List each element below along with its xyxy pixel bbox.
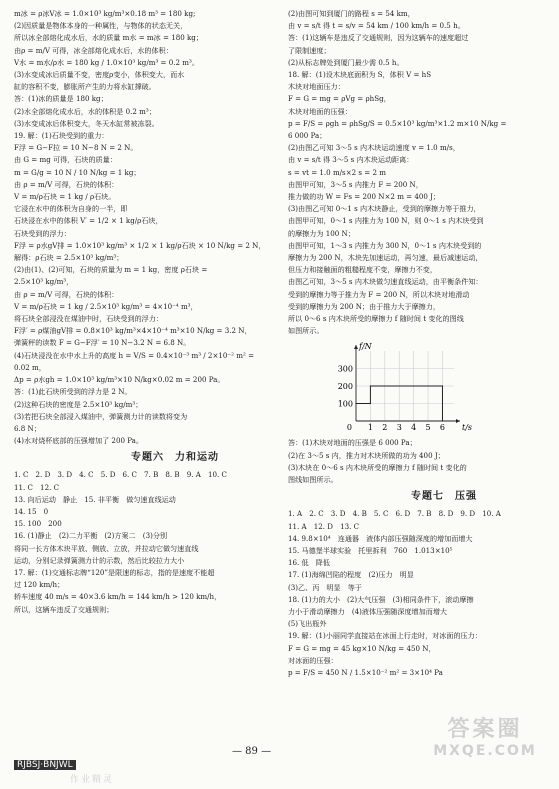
x-tick-label: 2 <box>382 423 388 433</box>
answer-line: (2)因质量是物体本身的一种属性，与物体的状态无关， <box>14 21 188 31</box>
answer-line: (3)若把石块全部浸入煤油中，弹簧测力计的读数将变为 <box>14 411 188 421</box>
answer-line: 但压力和接触面的粗糙程度不变，摩擦力不变， <box>288 265 437 275</box>
answer-line: 图线如图所示。 <box>288 475 338 485</box>
answer-line: 木块对地面的压强： <box>288 106 352 116</box>
series-point <box>370 403 371 404</box>
answer-line: 缸的容积不变，膨胀所产生的力将水缸撑破。 <box>14 82 156 92</box>
answer-line: 推力做的功 W = Fs = 200 N×2 m = 400 J； <box>288 192 441 202</box>
section-six-title: 专题六 力和运动 <box>131 452 219 464</box>
answer-line: 15. 100 200 <box>14 519 62 529</box>
answer-line: 14. 15 0 <box>14 506 49 516</box>
answer-line: 将石块全部浸没在煤油中时，石块受到的浮力： <box>14 314 163 324</box>
answer-line: 受到的摩擦力为 200 N；由于推力大于摩擦力， <box>288 301 440 311</box>
answer-line: 18. 解：(1)设木块底面积为 S，体积 V = hS <box>288 70 432 80</box>
answer-line: V = m/ρ石块 = 1 kg / ρ石块。 <box>14 192 116 202</box>
answer-line: 0.02 m， <box>14 362 46 372</box>
answer-line: m = G/g = 10 N / 10 N/kg = 1 kg； <box>14 167 141 177</box>
answer-line: (2)由(1)、(2)可知，石块的质量为 m = 1 kg，密度 ρ石块 = <box>14 265 208 275</box>
answer-line: F浮 = ρ水gV排 = 1.0×10³ kg/m³ × 1/2 × 1 kg/ρ石块 × 10 N/kg = 2 N， <box>14 240 266 250</box>
answer-line: 将同一长方体木块平放、侧放、立放，并拉动它做匀速直线 <box>14 543 199 553</box>
origin-label: 0 <box>346 423 352 433</box>
x-axis-arrow <box>456 419 460 423</box>
section-six-answers <box>14 469 276 615</box>
brand-stamp: 作业精灵 <box>70 775 115 785</box>
answer-line: Δp = ρ水gh = 1.0×10³ kg/m³×10 N/kg×0.02 m = 200 Pa。 <box>14 375 225 385</box>
answer-line: 1. C 2. D 3. D 4. C 5. D 6. C 7. B 8. B 9. A 10. C <box>14 470 227 480</box>
answer-line: 木块对地面压力： <box>288 82 345 92</box>
section-seven-answers <box>288 508 550 679</box>
answer-line: 16. (1)静止 (2)二力平衡 (2)方案二 (3)分别 <box>14 531 168 541</box>
answer-line: 11. C 12. C <box>14 482 60 492</box>
answer-line: 所以，这辆车违反了交通规则； <box>14 604 114 614</box>
answer-line: 18. (1)力的大小 (2)大气压强 (3)相同条件下，滚动摩擦 <box>288 594 474 604</box>
answer-line: (4)水对烧杯底部的压强增加了 200 Pa。 <box>14 436 143 446</box>
answer-line: 1. A 2. C 3. D 4. B 5. C 6. D 7. B 8. D 9. D 10. A <box>288 509 501 519</box>
answer-line: (3)水变成冰后体积变大，冬天水缸常被冻裂。 <box>14 118 159 128</box>
x-tick-label: 3 <box>396 423 402 433</box>
answer-line: 受到的摩擦力等于推力为 F = 200 N，所以木块对地滑动 <box>288 289 470 299</box>
answer-line: 11. A 12. D 13. C <box>288 521 360 531</box>
footer-code: RJBSJ·BNJWL <box>14 760 76 770</box>
answer-line: 14. 9.8×10⁴ 连通器 液体内部压强随深度的增加而增大 <box>288 533 473 543</box>
answer-line: 了限制速度； <box>288 45 331 55</box>
answer-line: m冰 = ρ冰V冰 = 1.0×10³ kg/m³×0.18 m³ = 180 kg; <box>14 9 196 18</box>
answer-line: 由ρ = m/V 可得，冰全部熔化成水后，水的体积： <box>14 45 173 55</box>
answer-line: V水 = m水/ρ水 = 180 kg / 1.0×10³ kg/m³ = 0.2 m³。 <box>14 57 199 67</box>
answer-line: 如图所示。 <box>288 326 324 336</box>
answer-line: (2)在 3～5 s 内，推力对木块所做的功为 400 J； <box>288 450 445 460</box>
answer-line: 摩擦力为 200 N，木块先加速运动，再匀速，最后减速运动， <box>288 253 483 263</box>
answer-line: 16. 低 降低 <box>288 558 330 568</box>
x-axis-label: t/s <box>462 423 473 433</box>
answer-line: 19. 解：(1)小丽同学直接站在冰面上行走时，对冰面的压力： <box>288 631 482 641</box>
x-tick-label: 4 <box>411 423 417 433</box>
watermark <box>420 712 550 782</box>
section-seven-title: 专题七 压强 <box>411 491 477 503</box>
answer-line: 石块受到的浮力： <box>14 228 71 238</box>
answer-line: 由 v = s/t 得 3～5 s 内木块运动距离： <box>288 155 414 165</box>
answer-line: (3)水变成冰后质量不变，密度ρ变小，体积变大，而水 <box>14 70 185 80</box>
answer-line: (2)由图可知到厦门的路程 s = 54 km， <box>288 9 415 18</box>
answer-line: 19. 解：(1)石块受到的重力： <box>14 131 109 141</box>
answer-line: 弹簧秤的读数 F = G−F浮′ = 10 N−3.2 N = 6.8 N。 <box>14 338 191 348</box>
right-column <box>288 8 550 679</box>
answer-line: 答：(1)此石块所受到的浮力是 2 N。 <box>14 387 132 397</box>
answer-line: (3)由图乙可知 0～1 s 内木块静止，受到的摩擦力等于推力， <box>288 204 481 214</box>
answer-line: 由图甲可知，0～1 s 内推力为 100 N，则 0～1 s 内木块受到 <box>288 216 484 226</box>
answer-line: (2)从标志牌处到厦门最少需 0.5 h。 <box>288 57 404 67</box>
answer-line: 解得：ρ石块 = 2.5×10³ kg/m³； <box>14 253 124 263</box>
y-axis-label: f/N <box>359 342 372 352</box>
answer-line: 所以 0～6 s 内木块所受的摩擦力 f 随时间 t 变化的图线 <box>288 314 464 324</box>
y-tick-label: 100 <box>337 399 353 409</box>
answer-line: 由 v = s/t 得 t = s/v = 54 km / 100 km/h = 0.5 h。 <box>288 21 465 31</box>
watermark-domain: MXQE.COM <box>433 743 537 759</box>
watermark-title: 答案圈 <box>447 717 523 742</box>
answer-line: (2)这种石块的密度是 2.5×10³ kg/m³； <box>14 399 143 409</box>
series-point <box>442 386 443 387</box>
answer-line: s = vt = 1.0 m/s×2 s = 2 m <box>288 167 386 177</box>
answer-line: V = m/ρ石块 = 1 kg / 2.5×10³ kg/m³ = 4×10⁻⁴ m³， <box>14 301 198 311</box>
answer-line: (5)飞出瓶外 <box>288 619 327 629</box>
chart-answer-lines <box>288 437 550 486</box>
y-axis-arrow <box>354 345 358 349</box>
answer-line: (2)水全部熔化成水后，水的体积是 0.2 m³； <box>14 106 156 116</box>
answer-line: 的摩擦力为 100 N； <box>288 228 355 238</box>
answer-line: 由 G = mg 可得，石块的质量： <box>14 155 117 165</box>
answer-line: 6.8 N； <box>14 423 41 433</box>
answer-line: 它浸在水中的体积为自身的一半，即 <box>14 204 128 214</box>
answer-line: F浮′ = ρ煤油gV排 = 0.8×10³ kg/m³×4×10⁻⁴ m³×10 N/kg = 3.2 N， <box>14 326 252 336</box>
answer-line: 对冰面的压强： <box>288 655 338 665</box>
y-tick-label: 300 <box>337 364 353 374</box>
answer-line: 2.5×10³ kg/m³， <box>14 277 74 287</box>
x-tick-label: 5 <box>425 423 431 433</box>
page-number: — 89 — <box>232 746 272 757</box>
answer-line: 15. 马德堡半球实验 托里拆利 760 1.013×10⁵ <box>288 545 453 555</box>
answer-line: 由图甲可知，3～5 s 内推力 F = 200 N， <box>288 179 423 189</box>
answer-line: 由图甲可知，1～3 s 内推力为 300 N，0～1 s 内木块受到的 <box>288 240 482 250</box>
answer-line: 答：(1)木块对地面的压强是 6 000 Pa； <box>288 438 417 448</box>
series-point <box>370 386 371 387</box>
answer-line: 17. (1)海绵凹陷的程度 (2)压力 明显 <box>288 570 414 580</box>
answer-line: 轿车速度 40 m/s = 40×3.6 km/h = 144 km/h > 120 km/h， <box>14 592 222 602</box>
friction-time-chart <box>330 339 473 435</box>
answer-line: (3)木块在 0～6 s 内木块所受的摩擦力 f 随时间 t 变化的 <box>288 462 467 472</box>
answer-line: 13. 向后运动 静止 15. 非平衡 做匀速直线运动 <box>14 494 176 504</box>
answer-line: 答：(1)冰的质量是 180 kg； <box>14 94 108 104</box>
answer-line: 运动，分别记录弹簧测力计的示数，然后比较拉力大小 <box>14 555 185 565</box>
answer-line: 力小于滑动摩擦力 (4)液体压强随深度增加而增大 <box>288 606 448 616</box>
x-tick-label: 6 <box>439 423 446 433</box>
left-answer-lines <box>14 8 276 447</box>
left-column <box>14 8 276 616</box>
answer-line: (2)由图乙可知 3～5 s 内木块运动速度 v = 1.0 m/s， <box>288 143 460 153</box>
answer-line: (4)石块浸没在水中水上升的高度 h = V/S = 0.4×10⁻³ m³ / 2×10⁻² m² = <box>14 350 255 360</box>
answer-line: 由图乙可知，3～5 s 内木块做匀速直线运动，由平衡条件知： <box>288 277 483 287</box>
answer-line: 由 ρ = m/V 可得，石块的体积： <box>14 179 119 189</box>
answer-line: 所以冰全部熔化成水后，水的质量 m水 = m冰 = 180 kg； <box>14 33 203 43</box>
answer-line: 由 ρ = m/V 可得，石块的体积： <box>14 289 119 299</box>
series-point <box>355 403 356 404</box>
answer-line: 17. 解：(1)交通标志牌“120”是限速的标志，指的是速度不能超 <box>14 567 215 577</box>
right-answer-lines <box>288 8 550 337</box>
x-tick-label: 1 <box>367 423 373 433</box>
answer-line: (3)乙、丙 明显 等于 <box>288 582 362 592</box>
answer-line: 6 000 Pa； <box>288 131 327 141</box>
answer-line: 过 120 km/h； <box>14 580 65 590</box>
answer-line: F = G = mg = 45 kg×10 N/kg = 450 N， <box>288 643 436 653</box>
y-tick-label: 200 <box>337 382 353 392</box>
answer-line: 答：(1)这辆车是违反了交通规则，因为这辆车的速度超过 <box>288 33 469 43</box>
answer-line: 石块浸在水中的体积 V′ = 1/2 × 1 kg/ρ石块， <box>14 216 163 226</box>
answer-line: F浮 = G−F拉 = 10 N−8 N = 2 N。 <box>14 143 138 153</box>
series-point <box>442 421 443 422</box>
answer-line: p = F/S = 450 N / 1.5×10⁻² m² = 3×10⁴ Pa <box>288 667 443 677</box>
answer-line: F = G = mg = ρVg = ρhSg， <box>288 94 391 104</box>
answer-line: p = F/S = ρgh = ρhSg/S = 0.5×10³ kg/m³×1.2 m×10 N/kg = <box>288 118 507 128</box>
